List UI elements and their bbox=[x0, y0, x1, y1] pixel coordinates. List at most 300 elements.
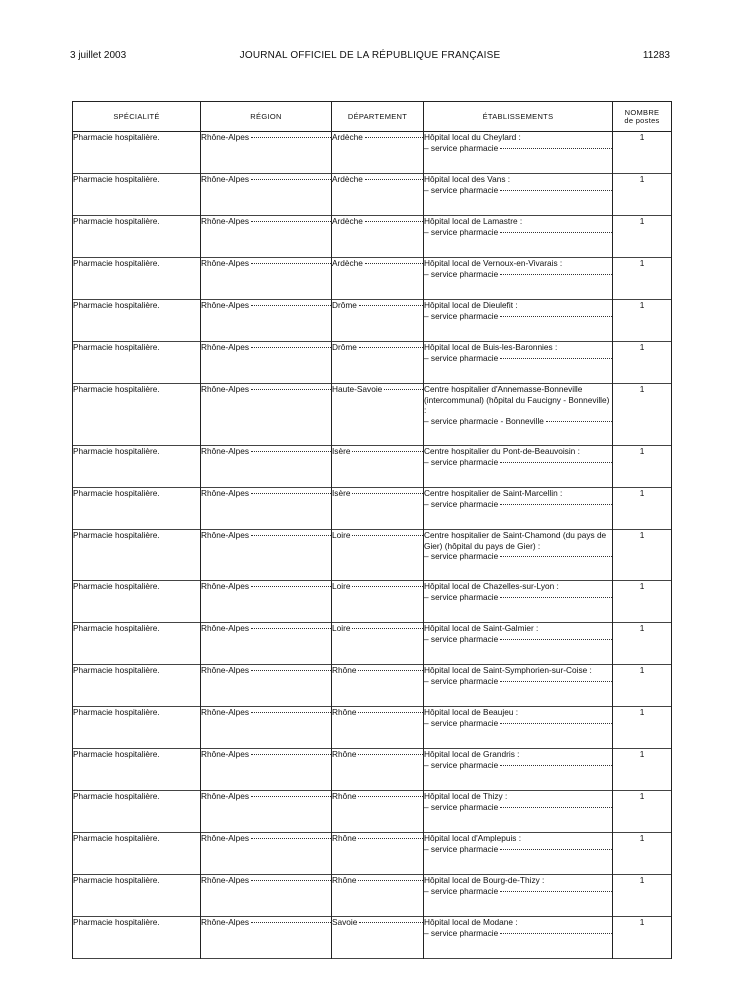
departement-value: Rhône bbox=[332, 791, 357, 801]
region-value: Rhône-Alpes bbox=[201, 875, 249, 885]
specialite-cell: Pharmacie hospitalière. bbox=[73, 488, 201, 530]
dot-leader bbox=[500, 891, 612, 892]
etablissement-cell bbox=[424, 623, 613, 665]
region-value-leader bbox=[201, 132, 331, 143]
departement-value-leader bbox=[332, 216, 423, 227]
service-leader bbox=[424, 457, 612, 468]
departement-value: Drôme bbox=[332, 342, 357, 352]
region-value-cell bbox=[201, 623, 332, 665]
service-name: – service pharmacie - Bonneville bbox=[424, 415, 544, 426]
nombre-cell: 1 bbox=[613, 833, 672, 875]
dot-leader bbox=[500, 190, 612, 191]
dot-leader bbox=[251, 628, 331, 629]
dot-leader bbox=[500, 639, 612, 640]
region-value: Rhône-Alpes bbox=[201, 623, 249, 633]
table-row bbox=[73, 917, 672, 959]
service-name: – service pharmacie bbox=[424, 226, 499, 237]
departement-value: Loire bbox=[332, 623, 351, 633]
departement-value-leader bbox=[332, 623, 423, 634]
service-name: – service pharmacie bbox=[424, 801, 499, 812]
region-value-cell bbox=[201, 174, 332, 216]
departement-value-cell bbox=[332, 875, 424, 917]
region-value-leader bbox=[201, 258, 331, 269]
service-leader bbox=[424, 353, 612, 364]
departement-value-leader bbox=[332, 174, 423, 185]
region-value-cell bbox=[201, 749, 332, 791]
dot-leader bbox=[358, 796, 423, 797]
etablissement-name: Hôpital local de Vernoux-en-Vivarais : bbox=[424, 258, 563, 268]
departement-value-leader bbox=[332, 300, 423, 311]
dot-leader bbox=[251, 347, 331, 348]
specialite-cell: Pharmacie hospitalière. bbox=[73, 665, 201, 707]
departement-value-cell bbox=[332, 300, 424, 342]
dot-leader bbox=[352, 451, 423, 452]
specialite-cell: Pharmacie hospitalière. bbox=[73, 749, 201, 791]
dot-leader bbox=[352, 586, 423, 587]
region-value-leader bbox=[201, 488, 331, 499]
departement-value-leader bbox=[332, 791, 423, 802]
dot-leader bbox=[365, 221, 423, 222]
service-leader bbox=[424, 499, 612, 510]
region-value-leader bbox=[201, 300, 331, 311]
specialite-cell: Pharmacie hospitalière. bbox=[73, 258, 201, 300]
dot-leader bbox=[500, 933, 612, 934]
dot-leader bbox=[251, 305, 331, 306]
departement-value-leader bbox=[332, 446, 423, 457]
dot-leader bbox=[358, 838, 423, 839]
region-value-leader bbox=[201, 791, 331, 802]
departement-value: Ardèche bbox=[332, 216, 363, 226]
service-name: – service pharmacie bbox=[424, 352, 499, 363]
departement-value-leader bbox=[332, 581, 423, 592]
dot-leader bbox=[359, 922, 423, 923]
table-row bbox=[73, 216, 672, 258]
departement-value: Rhône bbox=[332, 749, 357, 759]
dot-leader bbox=[500, 681, 612, 682]
dot-leader bbox=[500, 807, 612, 808]
departement-value: Isère bbox=[332, 446, 351, 456]
service-name: – service pharmacie bbox=[424, 591, 499, 602]
etablissement-name: Hôpital local de Chazelles-sur-Lyon : bbox=[424, 581, 559, 591]
departement-value-cell bbox=[332, 791, 424, 833]
departement-value-leader bbox=[332, 132, 423, 143]
specialite-cell: Pharmacie hospitalière. bbox=[73, 707, 201, 749]
dot-leader bbox=[500, 232, 612, 233]
etablissement-cell bbox=[424, 917, 613, 959]
dot-leader bbox=[251, 670, 331, 671]
departement-value-leader bbox=[332, 258, 423, 269]
service-leader bbox=[424, 416, 612, 427]
departement-value: Rhône bbox=[332, 707, 357, 717]
table-row bbox=[73, 488, 672, 530]
postes-table bbox=[72, 101, 672, 959]
table-row bbox=[73, 132, 672, 174]
etablissement-cell bbox=[424, 258, 613, 300]
etablissement-name: Hôpital local des Vans : bbox=[424, 174, 511, 184]
dot-leader bbox=[251, 586, 331, 587]
dot-leader bbox=[251, 389, 331, 390]
etablissement-name: Hôpital local de Grandris : bbox=[424, 749, 520, 759]
journal-title: JOURNAL OFFICIEL DE LA RÉPUBLIQUE FRANÇAISE bbox=[239, 50, 501, 61]
specialite-cell: Pharmacie hospitalière. bbox=[73, 174, 201, 216]
service-leader bbox=[424, 143, 612, 154]
departement-value-cell bbox=[332, 384, 424, 446]
etablissement-cell bbox=[424, 342, 613, 384]
dot-leader bbox=[500, 765, 612, 766]
dot-leader bbox=[358, 712, 423, 713]
region-value-leader bbox=[201, 384, 331, 395]
service-leader bbox=[424, 551, 612, 562]
departement-value-leader bbox=[332, 530, 423, 541]
nombre-cell: 1 bbox=[613, 446, 672, 488]
table-row bbox=[73, 530, 672, 581]
service-leader bbox=[424, 311, 612, 322]
departement-value: Ardèche bbox=[332, 258, 363, 268]
table-row bbox=[73, 258, 672, 300]
dot-leader bbox=[251, 451, 331, 452]
service-name: – service pharmacie bbox=[424, 268, 499, 279]
nombre-cell: 1 bbox=[613, 216, 672, 258]
region-value: Rhône-Alpes bbox=[201, 665, 249, 675]
region-value-leader bbox=[201, 875, 331, 886]
dot-leader bbox=[500, 556, 612, 557]
region-value-leader bbox=[201, 917, 331, 928]
etablissement-name: Centre hospitalier de Saint-Marcellin : bbox=[424, 488, 563, 498]
nombre-cell: 1 bbox=[613, 132, 672, 174]
region-value-cell bbox=[201, 581, 332, 623]
departement-value: Loire bbox=[332, 530, 351, 540]
region-value-leader bbox=[201, 833, 331, 844]
region-value-cell bbox=[201, 917, 332, 959]
table-row bbox=[73, 665, 672, 707]
header-date: 3 juillet 2003 bbox=[70, 50, 127, 61]
dot-leader bbox=[251, 754, 331, 755]
departement-value-cell bbox=[332, 623, 424, 665]
column-header-nombre bbox=[613, 102, 672, 132]
dot-leader bbox=[500, 504, 612, 505]
etablissement-cell bbox=[424, 300, 613, 342]
service-leader bbox=[424, 928, 612, 939]
service-name: – service pharmacie bbox=[424, 310, 499, 321]
dot-leader bbox=[251, 493, 331, 494]
specialite-cell: Pharmacie hospitalière. bbox=[73, 875, 201, 917]
departement-value: Ardèche bbox=[332, 132, 363, 142]
region-value: Rhône-Alpes bbox=[201, 530, 249, 540]
region-value-cell bbox=[201, 342, 332, 384]
dot-leader bbox=[500, 274, 612, 275]
etablissement-name: Hôpital local de Buis-les-Baronnies : bbox=[424, 342, 558, 352]
etablissement-name: Hôpital local d'Amplepuis : bbox=[424, 833, 522, 843]
etablissement-cell bbox=[424, 384, 613, 446]
etablissement-cell bbox=[424, 749, 613, 791]
region-value: Rhône-Alpes bbox=[201, 342, 249, 352]
nombre-cell: 1 bbox=[613, 707, 672, 749]
etablissement-cell bbox=[424, 530, 613, 581]
region-value-cell bbox=[201, 875, 332, 917]
departement-value-leader bbox=[332, 342, 423, 353]
region-value-cell bbox=[201, 665, 332, 707]
nombre-cell: 1 bbox=[613, 581, 672, 623]
specialite-cell: Pharmacie hospitalière. bbox=[73, 132, 201, 174]
dot-leader bbox=[500, 358, 612, 359]
departement-value: Haute-Savoie bbox=[332, 384, 383, 394]
specialite-cell: Pharmacie hospitalière. bbox=[73, 530, 201, 581]
nombre-cell: 1 bbox=[613, 875, 672, 917]
service-leader bbox=[424, 227, 612, 238]
dot-leader bbox=[500, 849, 612, 850]
dot-leader bbox=[365, 179, 423, 180]
service-leader bbox=[424, 844, 612, 855]
table-row bbox=[73, 707, 672, 749]
specialite-cell: Pharmacie hospitalière. bbox=[73, 833, 201, 875]
departement-value-leader bbox=[332, 833, 423, 844]
service-name: – service pharmacie bbox=[424, 759, 499, 770]
service-name: – service pharmacie bbox=[424, 142, 499, 153]
nombre-cell: 1 bbox=[613, 384, 672, 446]
etablissement-cell bbox=[424, 791, 613, 833]
table-row bbox=[73, 581, 672, 623]
dot-leader bbox=[358, 754, 423, 755]
region-value: Rhône-Alpes bbox=[201, 132, 249, 142]
departement-value-cell bbox=[332, 833, 424, 875]
dot-leader bbox=[251, 221, 331, 222]
region-value-cell bbox=[201, 384, 332, 446]
dot-leader bbox=[546, 421, 612, 422]
region-value: Rhône-Alpes bbox=[201, 300, 249, 310]
table-row bbox=[73, 342, 672, 384]
departement-value-leader bbox=[332, 917, 423, 928]
service-leader bbox=[424, 886, 612, 897]
departement-value-cell bbox=[332, 216, 424, 258]
nombre-cell: 1 bbox=[613, 300, 672, 342]
etablissement-name: Hôpital local de Modane : bbox=[424, 917, 518, 927]
dot-leader bbox=[365, 137, 423, 138]
nombre-header-line2: de postes bbox=[624, 115, 660, 125]
dot-leader bbox=[500, 148, 612, 149]
service-leader bbox=[424, 592, 612, 603]
specialite-cell: Pharmacie hospitalière. bbox=[73, 384, 201, 446]
region-value-leader bbox=[201, 623, 331, 634]
etablissement-cell bbox=[424, 488, 613, 530]
dot-leader bbox=[358, 880, 423, 881]
departement-value: Savoie bbox=[332, 917, 358, 927]
dot-leader bbox=[352, 628, 423, 629]
table-row bbox=[73, 875, 672, 917]
etablissement-cell bbox=[424, 174, 613, 216]
column-header-etablissements: ÉTABLISSEMENTS bbox=[424, 102, 613, 132]
service-leader bbox=[424, 634, 612, 645]
service-name: – service pharmacie bbox=[424, 885, 499, 896]
specialite-cell: Pharmacie hospitalière. bbox=[73, 917, 201, 959]
region-value-leader bbox=[201, 665, 331, 676]
table-row bbox=[73, 749, 672, 791]
dot-leader bbox=[251, 137, 331, 138]
specialite-cell: Pharmacie hospitalière. bbox=[73, 791, 201, 833]
service-name: – service pharmacie bbox=[424, 184, 499, 195]
specialite-cell: Pharmacie hospitalière. bbox=[73, 300, 201, 342]
specialite-cell: Pharmacie hospitalière. bbox=[73, 216, 201, 258]
departement-value-cell bbox=[332, 581, 424, 623]
region-value: Rhône-Alpes bbox=[201, 581, 249, 591]
dot-leader bbox=[251, 712, 331, 713]
etablissement-name: Hôpital local de Beaujeu : bbox=[424, 707, 519, 717]
column-header-region: RÉGION bbox=[201, 102, 332, 132]
etablissement-cell bbox=[424, 707, 613, 749]
etablissement-name: Hôpital local de Lamastre : bbox=[424, 216, 523, 226]
region-value-leader bbox=[201, 707, 331, 718]
departement-value: Drôme bbox=[332, 300, 357, 310]
etablissement-name: Hôpital local de Saint-Symphorien-sur-Coise : bbox=[424, 665, 592, 675]
dot-leader bbox=[384, 389, 423, 390]
departement-value: Rhône bbox=[332, 665, 357, 675]
service-name: – service pharmacie bbox=[424, 675, 499, 686]
service-name: – service pharmacie bbox=[424, 498, 499, 509]
region-value: Rhône-Alpes bbox=[201, 488, 249, 498]
specialite-cell: Pharmacie hospitalière. bbox=[73, 342, 201, 384]
service-name: – service pharmacie bbox=[424, 927, 499, 938]
region-value-cell bbox=[201, 833, 332, 875]
dot-leader bbox=[251, 922, 331, 923]
service-leader bbox=[424, 718, 612, 729]
service-leader bbox=[424, 802, 612, 813]
departement-value-cell bbox=[332, 665, 424, 707]
dot-leader bbox=[358, 670, 423, 671]
dot-leader bbox=[352, 493, 423, 494]
region-value-cell bbox=[201, 530, 332, 581]
nombre-cell: 1 bbox=[613, 530, 672, 581]
departement-value-cell bbox=[332, 446, 424, 488]
nombre-cell: 1 bbox=[613, 791, 672, 833]
table-row bbox=[73, 623, 672, 665]
service-leader bbox=[424, 760, 612, 771]
departement-value-cell bbox=[332, 707, 424, 749]
departement-value-cell bbox=[332, 132, 424, 174]
etablissement-name: Centre hospitalier du Pont-de-Beauvoisin : bbox=[424, 446, 580, 456]
departement-value-leader bbox=[332, 875, 423, 886]
nombre-cell: 1 bbox=[613, 749, 672, 791]
dot-leader bbox=[500, 723, 612, 724]
service-name: – service pharmacie bbox=[424, 551, 499, 562]
etablissement-cell bbox=[424, 132, 613, 174]
service-name: – service pharmacie bbox=[424, 633, 499, 644]
departement-value-cell bbox=[332, 530, 424, 581]
region-value-cell bbox=[201, 132, 332, 174]
region-value: Rhône-Alpes bbox=[201, 791, 249, 801]
region-value-cell bbox=[201, 791, 332, 833]
etablissement-name: Hôpital local de Saint-Galmier : bbox=[424, 623, 539, 633]
departement-value-leader bbox=[332, 665, 423, 676]
dot-leader bbox=[251, 535, 331, 536]
column-header-specialite: SPÉCIALITÉ bbox=[73, 102, 201, 132]
region-value: Rhône-Alpes bbox=[201, 833, 249, 843]
region-value: Rhône-Alpes bbox=[201, 384, 249, 394]
region-value-leader bbox=[201, 530, 331, 541]
region-value: Rhône-Alpes bbox=[201, 917, 249, 927]
nombre-cell: 1 bbox=[613, 917, 672, 959]
service-name: – service pharmacie bbox=[424, 456, 499, 467]
nombre-cell: 1 bbox=[613, 174, 672, 216]
region-value-cell bbox=[201, 216, 332, 258]
departement-value-cell bbox=[332, 488, 424, 530]
dot-leader bbox=[365, 263, 423, 264]
column-header-departement: DÉPARTEMENT bbox=[332, 102, 424, 132]
dot-leader bbox=[500, 316, 612, 317]
table-row bbox=[73, 384, 672, 446]
etablissement-name: Centre hospitalier d'Annemasse-Bonneville (intercommunal) (hôpital du Faucigny - Bonneville) : bbox=[424, 384, 610, 416]
departement-value: Rhône bbox=[332, 875, 357, 885]
service-leader bbox=[424, 676, 612, 687]
region-value: Rhône-Alpes bbox=[201, 707, 249, 717]
region-value: Rhône-Alpes bbox=[201, 749, 249, 759]
etablissement-cell bbox=[424, 833, 613, 875]
etablissement-name: Hôpital local de Thizy : bbox=[424, 791, 508, 801]
departement-value-leader bbox=[332, 488, 423, 499]
dot-leader bbox=[500, 597, 612, 598]
region-value-leader bbox=[201, 446, 331, 457]
dot-leader bbox=[500, 462, 612, 463]
departement-value-cell bbox=[332, 749, 424, 791]
departement-value-cell bbox=[332, 258, 424, 300]
region-value-leader bbox=[201, 174, 331, 185]
departement-value-cell bbox=[332, 917, 424, 959]
page-header bbox=[70, 50, 670, 66]
departement-value-leader bbox=[332, 707, 423, 718]
nombre-cell: 1 bbox=[613, 665, 672, 707]
table-body bbox=[73, 132, 672, 959]
region-value-leader bbox=[201, 581, 331, 592]
table-row bbox=[73, 174, 672, 216]
departement-value-leader bbox=[332, 749, 423, 760]
nombre-cell: 1 bbox=[613, 623, 672, 665]
departement-value: Rhône bbox=[332, 833, 357, 843]
dot-leader bbox=[251, 838, 331, 839]
region-value-cell bbox=[201, 300, 332, 342]
departement-value-cell bbox=[332, 342, 424, 384]
region-value-leader bbox=[201, 749, 331, 760]
region-value: Rhône-Alpes bbox=[201, 174, 249, 184]
table-row bbox=[73, 446, 672, 488]
departement-value: Ardèche bbox=[332, 174, 363, 184]
dot-leader bbox=[251, 179, 331, 180]
service-name: – service pharmacie bbox=[424, 717, 499, 728]
specialite-cell: Pharmacie hospitalière. bbox=[73, 446, 201, 488]
region-value-cell bbox=[201, 488, 332, 530]
service-name: – service pharmacie bbox=[424, 843, 499, 854]
region-value-cell bbox=[201, 707, 332, 749]
etablissement-cell bbox=[424, 581, 613, 623]
service-leader bbox=[424, 269, 612, 280]
etablissement-cell bbox=[424, 665, 613, 707]
departement-value-cell bbox=[332, 174, 424, 216]
departement-value: Loire bbox=[332, 581, 351, 591]
region-value: Rhône-Alpes bbox=[201, 216, 249, 226]
nombre-header-line1: NOMBRE bbox=[624, 107, 660, 117]
region-value: Rhône-Alpes bbox=[201, 258, 249, 268]
dot-leader bbox=[251, 880, 331, 881]
dot-leader bbox=[359, 305, 423, 306]
table-row bbox=[73, 791, 672, 833]
service-leader bbox=[424, 185, 612, 196]
etablissement-name: Centre hospitalier de Saint-Chamond (du pays de Gier) (hôpital du pays de Gier) : bbox=[424, 530, 607, 551]
region-value-cell bbox=[201, 446, 332, 488]
dot-leader bbox=[251, 796, 331, 797]
departement-value: Isère bbox=[332, 488, 351, 498]
region-value-leader bbox=[201, 216, 331, 227]
specialite-cell: Pharmacie hospitalière. bbox=[73, 581, 201, 623]
departement-value-leader bbox=[332, 384, 423, 395]
page-number: 11283 bbox=[642, 50, 670, 61]
region-value: Rhône-Alpes bbox=[201, 446, 249, 456]
